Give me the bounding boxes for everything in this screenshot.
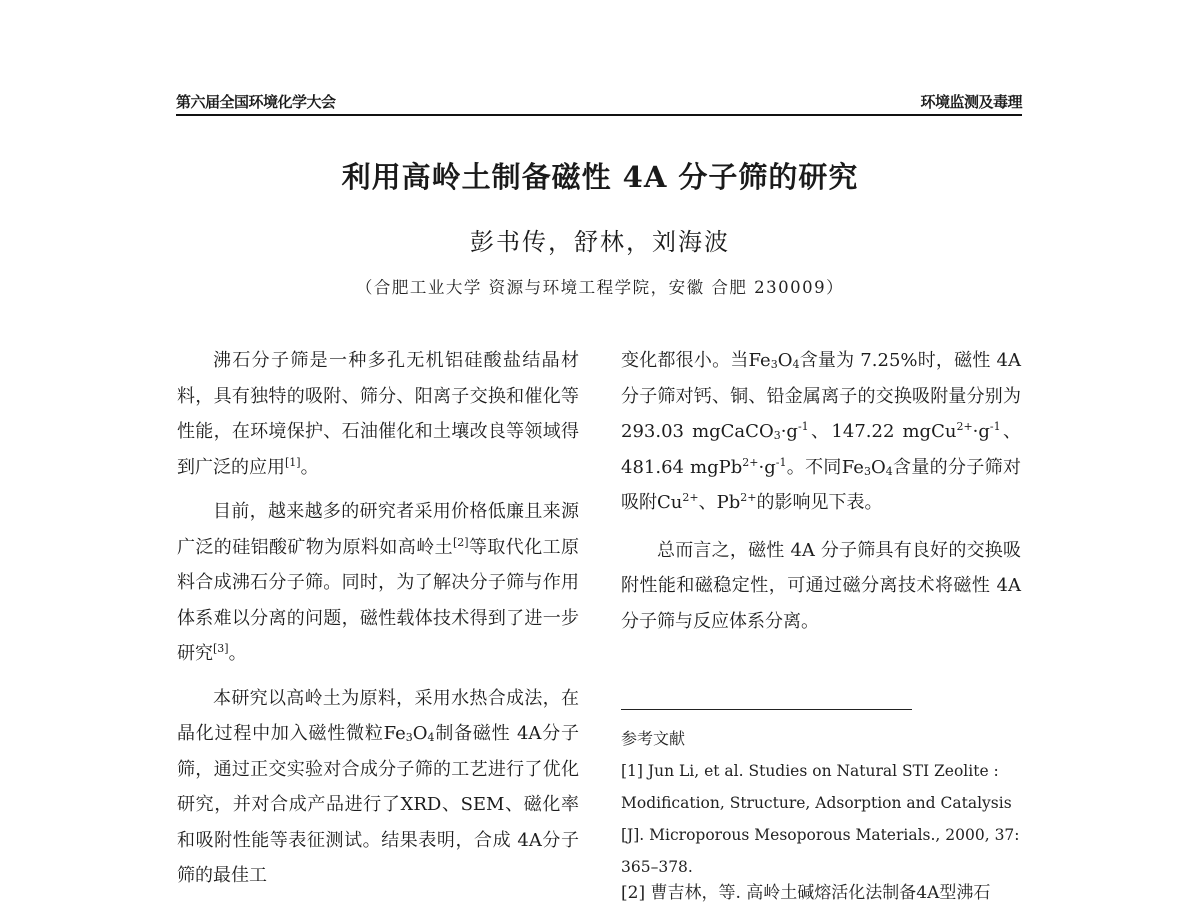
paper-affiliation: （合肥工业大学 资源与环境工程学院，安徽 合肥 230009） xyxy=(355,278,845,297)
conference-name: 第六届全国环境化学大会 xyxy=(176,93,336,111)
paragraph-background: 目前，越来越多的研究者采用价格低廉且来源广泛的硅铝酸矿物为原料如高岭土[2]等取代化工原料合成沸石分子筛。同时，为了解决分子筛与作用体系难以分离的问题，磁性载体技术得到了进一步研究[3]。 xyxy=(177,501,580,664)
paragraph-intro: 沸石分子筛是一种多孔无机铝硅酸盐结晶材料，具有独特的吸附、筛分、阳离子交换和催化等性能，在环境保护、石油催化和土壤改良等领域得到广泛的应用[1]。 xyxy=(177,350,579,478)
references-heading: 参考文献 xyxy=(621,729,686,748)
reference-item-1: [1] Jun Li, et al. Studies on Natural STI Zeolite : Modification, Structure, Adsorption and Catalysis [J]. Microporous Mesoporous Materials., 2000, 37: 365–378. xyxy=(621,762,1020,876)
paragraph-method: 本研究以高岭土为原料，采用水热合成法，在晶化过程中加入磁性微粒$Fe_3O_4$制备磁性 4A分子筛，通过正交实验对合成分子筛的工艺进行了优化研究，并对合成产品进行了XRD、SEM、磁化率和吸附性能等表征测试。结果表明，合成 4A分子筛的最佳工 xyxy=(177,687,579,886)
paragraph-results: 变化都很小。当$Fe_3O_4$含量为 7.25%时，磁性 4A分子筛对钙、铜、铅金属离子的交换吸附量分别为 293.03 $mgCaCO_3\cdot g^{-1}$、147.22 $mgCu^{2+}\cdot g^{-1}$、481.64 $mgPb^{2+}\cdot g^{-1}$。不同$Fe_3O_4$含量的分子筛对吸附$Cu^{2+}$、$Pb^{2+}$的影响见下表。 xyxy=(621,350,1022,513)
citation-3: [3] xyxy=(213,642,229,655)
paper-title: 利用高岭土制备磁性 4A 分子筛的研究 xyxy=(341,160,859,194)
section-name: 环境监测及毒理 xyxy=(920,93,1022,111)
left-column xyxy=(177,343,579,894)
references-section xyxy=(621,723,1031,883)
reference-item-2: [2] 曹吉林，等. 高岭土碱熔活化法制备4A型沸石 xyxy=(621,883,991,903)
running-header xyxy=(176,86,1022,116)
paragraph-conclusion: 总而言之，磁性 4A 分子筛具有良好的交换吸附性能和磁稳定性，可通过磁分离技术将磁性 4A 分子筛与反应体系分离。 xyxy=(621,539,1021,632)
citation-1: [1] xyxy=(285,455,301,469)
paper-authors: 彭书传，舒林，刘海波 xyxy=(470,228,730,256)
citation-2: [2] xyxy=(453,535,469,549)
footnote-divider xyxy=(621,709,912,710)
right-column xyxy=(621,343,1021,639)
